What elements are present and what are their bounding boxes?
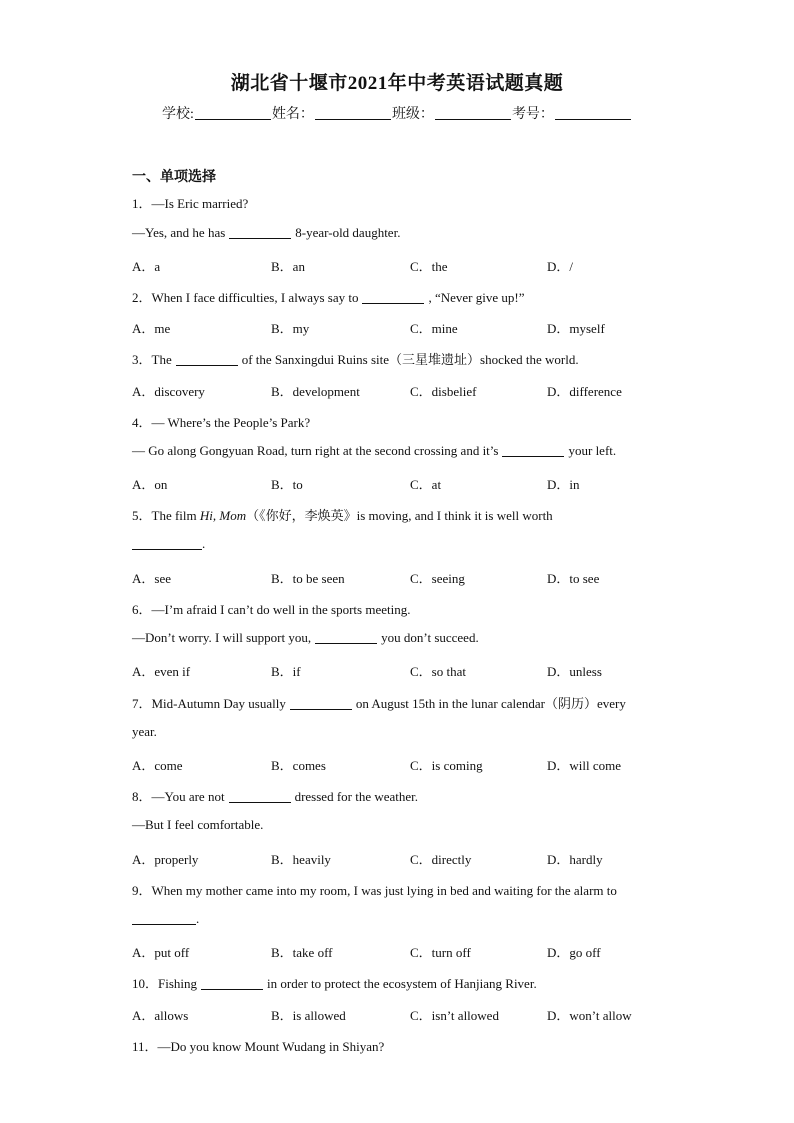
answer-blank <box>362 290 424 304</box>
film-title: Hi, Mom <box>199 508 247 523</box>
option-d[interactable]: D．difference <box>547 384 622 399</box>
option-a[interactable]: A．a <box>132 259 161 274</box>
option-d[interactable]: D．unless <box>547 664 602 679</box>
option-c[interactable]: C．mine <box>410 321 458 336</box>
stem-text: 8．—You are not <box>132 789 225 804</box>
question-6-stem-2 <box>132 630 479 646</box>
number-label: 考号： <box>511 107 554 122</box>
option-d[interactable]: D．to see <box>547 571 600 586</box>
student-info-line <box>0 103 794 123</box>
number-blank[interactable] <box>555 105 631 120</box>
stem-text: you don’t succeed. <box>381 630 479 645</box>
stem-text: （《你好，李焕英》is moving, and I think it is well worth <box>246 508 553 523</box>
option-c[interactable]: C．the <box>410 259 448 274</box>
answer-blank <box>176 352 238 366</box>
question-2-stem <box>132 287 524 306</box>
answer-blank <box>229 789 291 803</box>
question-4-stem: 4．— Where’s the People’s Park? <box>132 415 311 430</box>
question-7-stem <box>132 693 626 712</box>
question-6-stem: 6．—I’m afraid I can’t do well in the sports meeting. <box>132 602 411 617</box>
option-c[interactable]: C．disbelief <box>410 384 477 399</box>
option-a[interactable]: A．on <box>132 477 168 492</box>
school-blank[interactable] <box>195 105 271 120</box>
stem-text: —Don’t worry. I will support you, <box>132 630 312 645</box>
answer-blank <box>290 696 352 710</box>
stem-text: —Yes, and he has <box>132 225 226 240</box>
question-3-stem <box>132 349 579 368</box>
stem-text: 10．Fishing <box>132 976 198 991</box>
option-d[interactable]: D．/ <box>547 259 574 274</box>
option-b[interactable]: B．development <box>271 384 360 399</box>
question-7-stem-2: year. <box>132 724 157 739</box>
option-d[interactable]: D．won’t allow <box>547 1008 632 1023</box>
question-8-stem-2: —But I feel comfortable. <box>132 817 264 832</box>
question-11-stem: 11．—Do you know Mount Wudang in Shiyan? <box>132 1039 385 1054</box>
option-c[interactable]: C．so that <box>410 664 466 679</box>
class-blank[interactable] <box>435 105 511 120</box>
stem-text: 7．Mid-Autumn Day usually <box>132 696 286 711</box>
option-d[interactable]: D．myself <box>547 321 605 336</box>
option-d[interactable]: D．hardly <box>547 852 603 867</box>
option-c[interactable]: C．seeing <box>410 571 465 586</box>
page-title: 湖北省十堰市2021年中考英语试题真题 <box>230 73 564 94</box>
option-d[interactable]: D．will come <box>547 758 622 773</box>
question-10-stem <box>132 973 537 992</box>
stem-text: in order to protect the ecosystem of Hanjiang River. <box>267 976 537 991</box>
option-c[interactable]: C．at <box>410 477 442 492</box>
stem-text: — Go along Gongyuan Road, turn right at the second crossing and it’s <box>132 443 499 458</box>
question-1-stem-2 <box>132 225 400 241</box>
option-b[interactable]: B．my <box>271 321 310 336</box>
question-1-stem: 1．—Is Eric married? <box>132 196 249 211</box>
stem-text: on August 15th in the lunar calendar（阴历）every <box>355 696 626 711</box>
answer-blank <box>132 536 202 550</box>
option-b[interactable]: B．to be seen <box>271 571 345 586</box>
stem-text: , “Never give up!” <box>428 290 525 305</box>
option-c[interactable]: C．directly <box>410 852 472 867</box>
answer-blank <box>132 911 196 925</box>
school-label: 学校: <box>162 107 194 122</box>
answer-blank <box>502 443 564 457</box>
answer-blank <box>201 976 263 990</box>
option-a[interactable]: A．see <box>132 571 171 586</box>
option-a[interactable]: A．come <box>132 758 183 773</box>
stem-text: . <box>202 536 206 551</box>
question-4-stem-2 <box>132 443 616 459</box>
option-a[interactable]: A．allows <box>132 1008 189 1023</box>
section-title: 一、单项选择 <box>132 170 216 185</box>
answer-blank <box>315 630 377 644</box>
option-b[interactable]: B．an <box>271 259 305 274</box>
option-a[interactable]: A．discovery <box>132 384 205 399</box>
question-5-stem <box>132 505 553 524</box>
stem-text: of the Sanxingdui Ruins site（三星堆遗址）shocked the world. <box>241 352 579 367</box>
stem-text: 8-year-old daughter. <box>295 225 401 240</box>
class-label: 班级： <box>391 107 434 122</box>
option-a[interactable]: A．me <box>132 321 171 336</box>
stem-text: 5．The film <box>132 508 197 523</box>
option-c[interactable]: C．is coming <box>410 758 483 773</box>
name-blank[interactable] <box>315 105 391 120</box>
stem-text: your left. <box>568 443 617 458</box>
option-c[interactable]: C．isn’t allowed <box>410 1008 499 1023</box>
option-b[interactable]: B．to <box>271 477 303 492</box>
stem-text: 3．The <box>132 352 172 367</box>
option-a[interactable]: A．put off <box>132 945 190 960</box>
question-8-stem <box>132 786 418 805</box>
stem-text: . <box>196 911 200 926</box>
option-b[interactable]: B．comes <box>271 758 326 773</box>
option-d[interactable]: D．go off <box>547 945 601 960</box>
question-9-stem: 9．When my mother came into my room, I was just lying in bed and waiting for the alarm to <box>132 883 617 898</box>
stem-text: 2．When I face difficulties, I always say to <box>132 290 359 305</box>
question-5-stem-2 <box>132 536 205 552</box>
option-b[interactable]: B．take off <box>271 945 333 960</box>
stem-text: dressed for the weather. <box>294 789 419 804</box>
option-b[interactable]: B．heavily <box>271 852 331 867</box>
option-b[interactable]: B．if <box>271 664 301 679</box>
option-a[interactable]: A．properly <box>132 852 199 867</box>
option-c[interactable]: C．turn off <box>410 945 471 960</box>
option-b[interactable]: B．is allowed <box>271 1008 346 1023</box>
option-a[interactable]: A．even if <box>132 664 191 679</box>
answer-blank <box>229 225 291 239</box>
option-d[interactable]: D．in <box>547 477 580 492</box>
question-9-stem-2 <box>132 911 199 927</box>
name-label: 姓名： <box>271 107 314 122</box>
